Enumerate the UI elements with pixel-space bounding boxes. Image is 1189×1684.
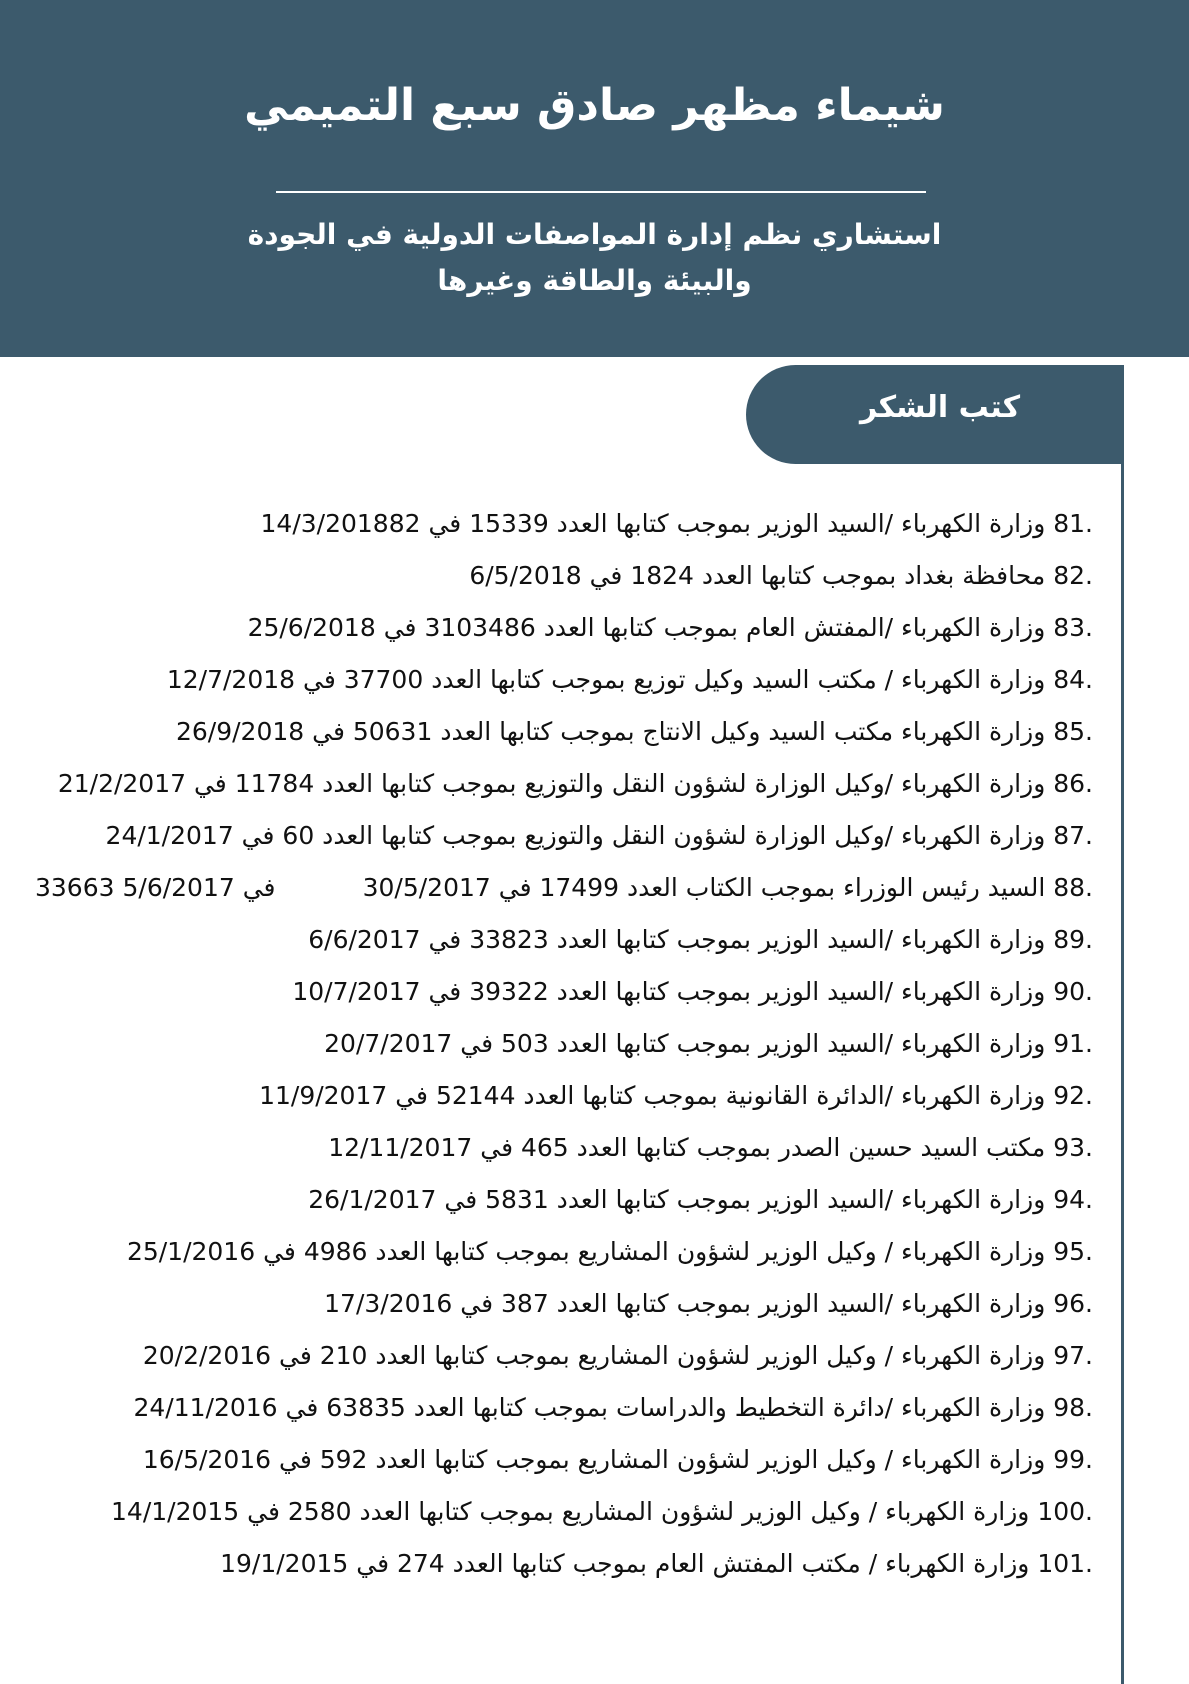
item-number: 87. (1053, 821, 1093, 850)
item-number: 84. (1053, 665, 1093, 694)
subtitle-line-2: والبيئة والطاقة وغيرها (437, 264, 752, 297)
list-item (363, 868, 1093, 908)
item-number: 96. (1053, 1289, 1093, 1318)
subtitle-line-1: استشاري نظم إدارة المواصفات الدولية في الجودة (247, 218, 942, 251)
item-text: وزارة الكهرباء /السيد الوزير بموجب كتابها العدد 503 في 20/7/2017 (324, 1029, 1046, 1058)
item-text: وزارة الكهرباء / وكيل الوزير لشؤون المشاريع بموجب كتابها العدد 210 في 20/2/2016 (142, 1341, 1046, 1370)
list-item (469, 556, 1093, 596)
item-number: 82. (1053, 561, 1093, 590)
list-item (176, 712, 1093, 752)
list-item (143, 1336, 1093, 1376)
item-text: السيد رئيس الوزراء بموجب الكتاب العدد 17499 في 30/5/2017 (362, 873, 1046, 902)
item-number: 81. (1053, 509, 1093, 538)
list-item (248, 608, 1093, 648)
item-number: 89. (1053, 925, 1093, 954)
item-number: 95. (1053, 1237, 1093, 1266)
item-number: 94. (1053, 1185, 1093, 1214)
item-text: مكتب السيد حسين الصدر بموجب كتابها العدد 465 في 12/11/2017 (328, 1133, 1046, 1162)
item-number: 100. (1037, 1497, 1093, 1526)
list-item (220, 1544, 1093, 1584)
list-item (328, 1128, 1093, 1168)
item-text: وزارة الكهرباء /دائرة التخطيط والدراسات بموجب كتابها العدد 63835 في 24/11/2016 (133, 1393, 1046, 1422)
item-text: وزارة الكهرباء /السيد الوزير بموجب كتابها العدد 15339 في 14/3/201882 (260, 509, 1046, 538)
list-item (292, 972, 1093, 1012)
list-item (167, 660, 1093, 700)
item-number: 92. (1053, 1081, 1093, 1110)
item-number: 93. (1053, 1133, 1093, 1162)
item-number: 90. (1053, 977, 1093, 1006)
section-title: كتب الشكر (859, 390, 1021, 425)
item-number: 91. (1053, 1029, 1093, 1058)
item-text: وزارة الكهرباء /السيد الوزير بموجب كتابها العدد 39322 في 10/7/2017 (292, 977, 1046, 1006)
list-item (259, 1076, 1093, 1116)
list-item (324, 1024, 1093, 1064)
item-text: وزارة الكهرباء / وكيل الوزير لشؤون المشاريع بموجب كتابها العدد 4986 في 25/1/2016 (126, 1237, 1046, 1266)
item-text: وزارة الكهرباء /السيد الوزير بموجب كتابها العدد 33823 في 6/6/2017 (308, 925, 1046, 954)
item-text: وزارة الكهرباء / وكيل الوزير لشؤون المشاريع بموجب كتابها العدد 592 في 16/5/2016 (142, 1445, 1046, 1474)
list-item (308, 920, 1093, 960)
item-number: 101. (1037, 1549, 1093, 1578)
list-item (324, 1284, 1093, 1324)
person-name: شيماء مظهر صادق سبع التميمي (244, 80, 945, 131)
item-text: وزارة الكهرباء /السيد الوزير بموجب كتابها العدد 5831 في 26/1/2017 (308, 1185, 1046, 1214)
list-item (127, 1232, 1093, 1272)
list-item (111, 1492, 1093, 1532)
header-banner (0, 0, 1189, 357)
list-item (143, 1440, 1093, 1480)
item-text: وزارة الكهرباء /وكيل الوزارة لشؤون النقل والتوزيع بموجب كتابها العدد 11784 في 21/2/2017 (57, 769, 1046, 798)
item-number: 98. (1053, 1393, 1093, 1422)
list-item-extra: 33663 في 5/6/2017 (35, 873, 276, 902)
list-item (308, 1180, 1093, 1220)
item-text: وزارة الكهرباء /وكيل الوزارة لشؤون النقل والتوزيع بموجب كتابها العدد 60 في 24/1/2017 (105, 821, 1046, 850)
item-number: 97. (1053, 1341, 1093, 1370)
item-text: وزارة الكهرباء /الدائرة القانونية بموجب كتابها العدد 52144 في 11/9/2017 (259, 1081, 1046, 1110)
item-text: وزارة الكهرباء مكتب السيد وكيل الانتاج بموجب كتابها العدد 50631 في 26/9/2018 (175, 717, 1046, 746)
list-item (261, 504, 1093, 544)
list-item (58, 764, 1093, 804)
item-number: 83. (1053, 613, 1093, 642)
item-text: وزارة الكهرباء /المفتش العام بموجب كتابها العدد 3103486 في 25/6/2018 (247, 613, 1046, 642)
list-item (133, 1388, 1093, 1428)
item-number: 86. (1053, 769, 1093, 798)
item-text: محافظة بغداد بموجب كتابها العدد 1824 في 6/5/2018 (469, 561, 1046, 590)
list-item (106, 816, 1093, 856)
item-number: 99. (1053, 1445, 1093, 1474)
item-text: وزارة الكهرباء /السيد الوزير بموجب كتابها العدد 387 في 17/3/2016 (324, 1289, 1046, 1318)
person-title (0, 212, 1189, 304)
header-divider (276, 191, 926, 193)
side-rule (1121, 368, 1124, 1684)
item-number: 85. (1053, 717, 1093, 746)
item-text: وزارة الكهرباء / مكتب المفتش العام بموجب كتابها العدد 274 في 19/1/2015 (220, 1549, 1030, 1578)
item-number: 88. (1053, 873, 1093, 902)
item-text: وزارة الكهرباء / وكيل الوزير لشؤون المشاريع بموجب كتابها العدد 2580 في 14/1/2015 (111, 1497, 1030, 1526)
item-text: وزارة الكهرباء / مكتب السيد وكيل توزيع بموجب كتابها العدد 37700 في 12/7/2018 (166, 665, 1046, 694)
